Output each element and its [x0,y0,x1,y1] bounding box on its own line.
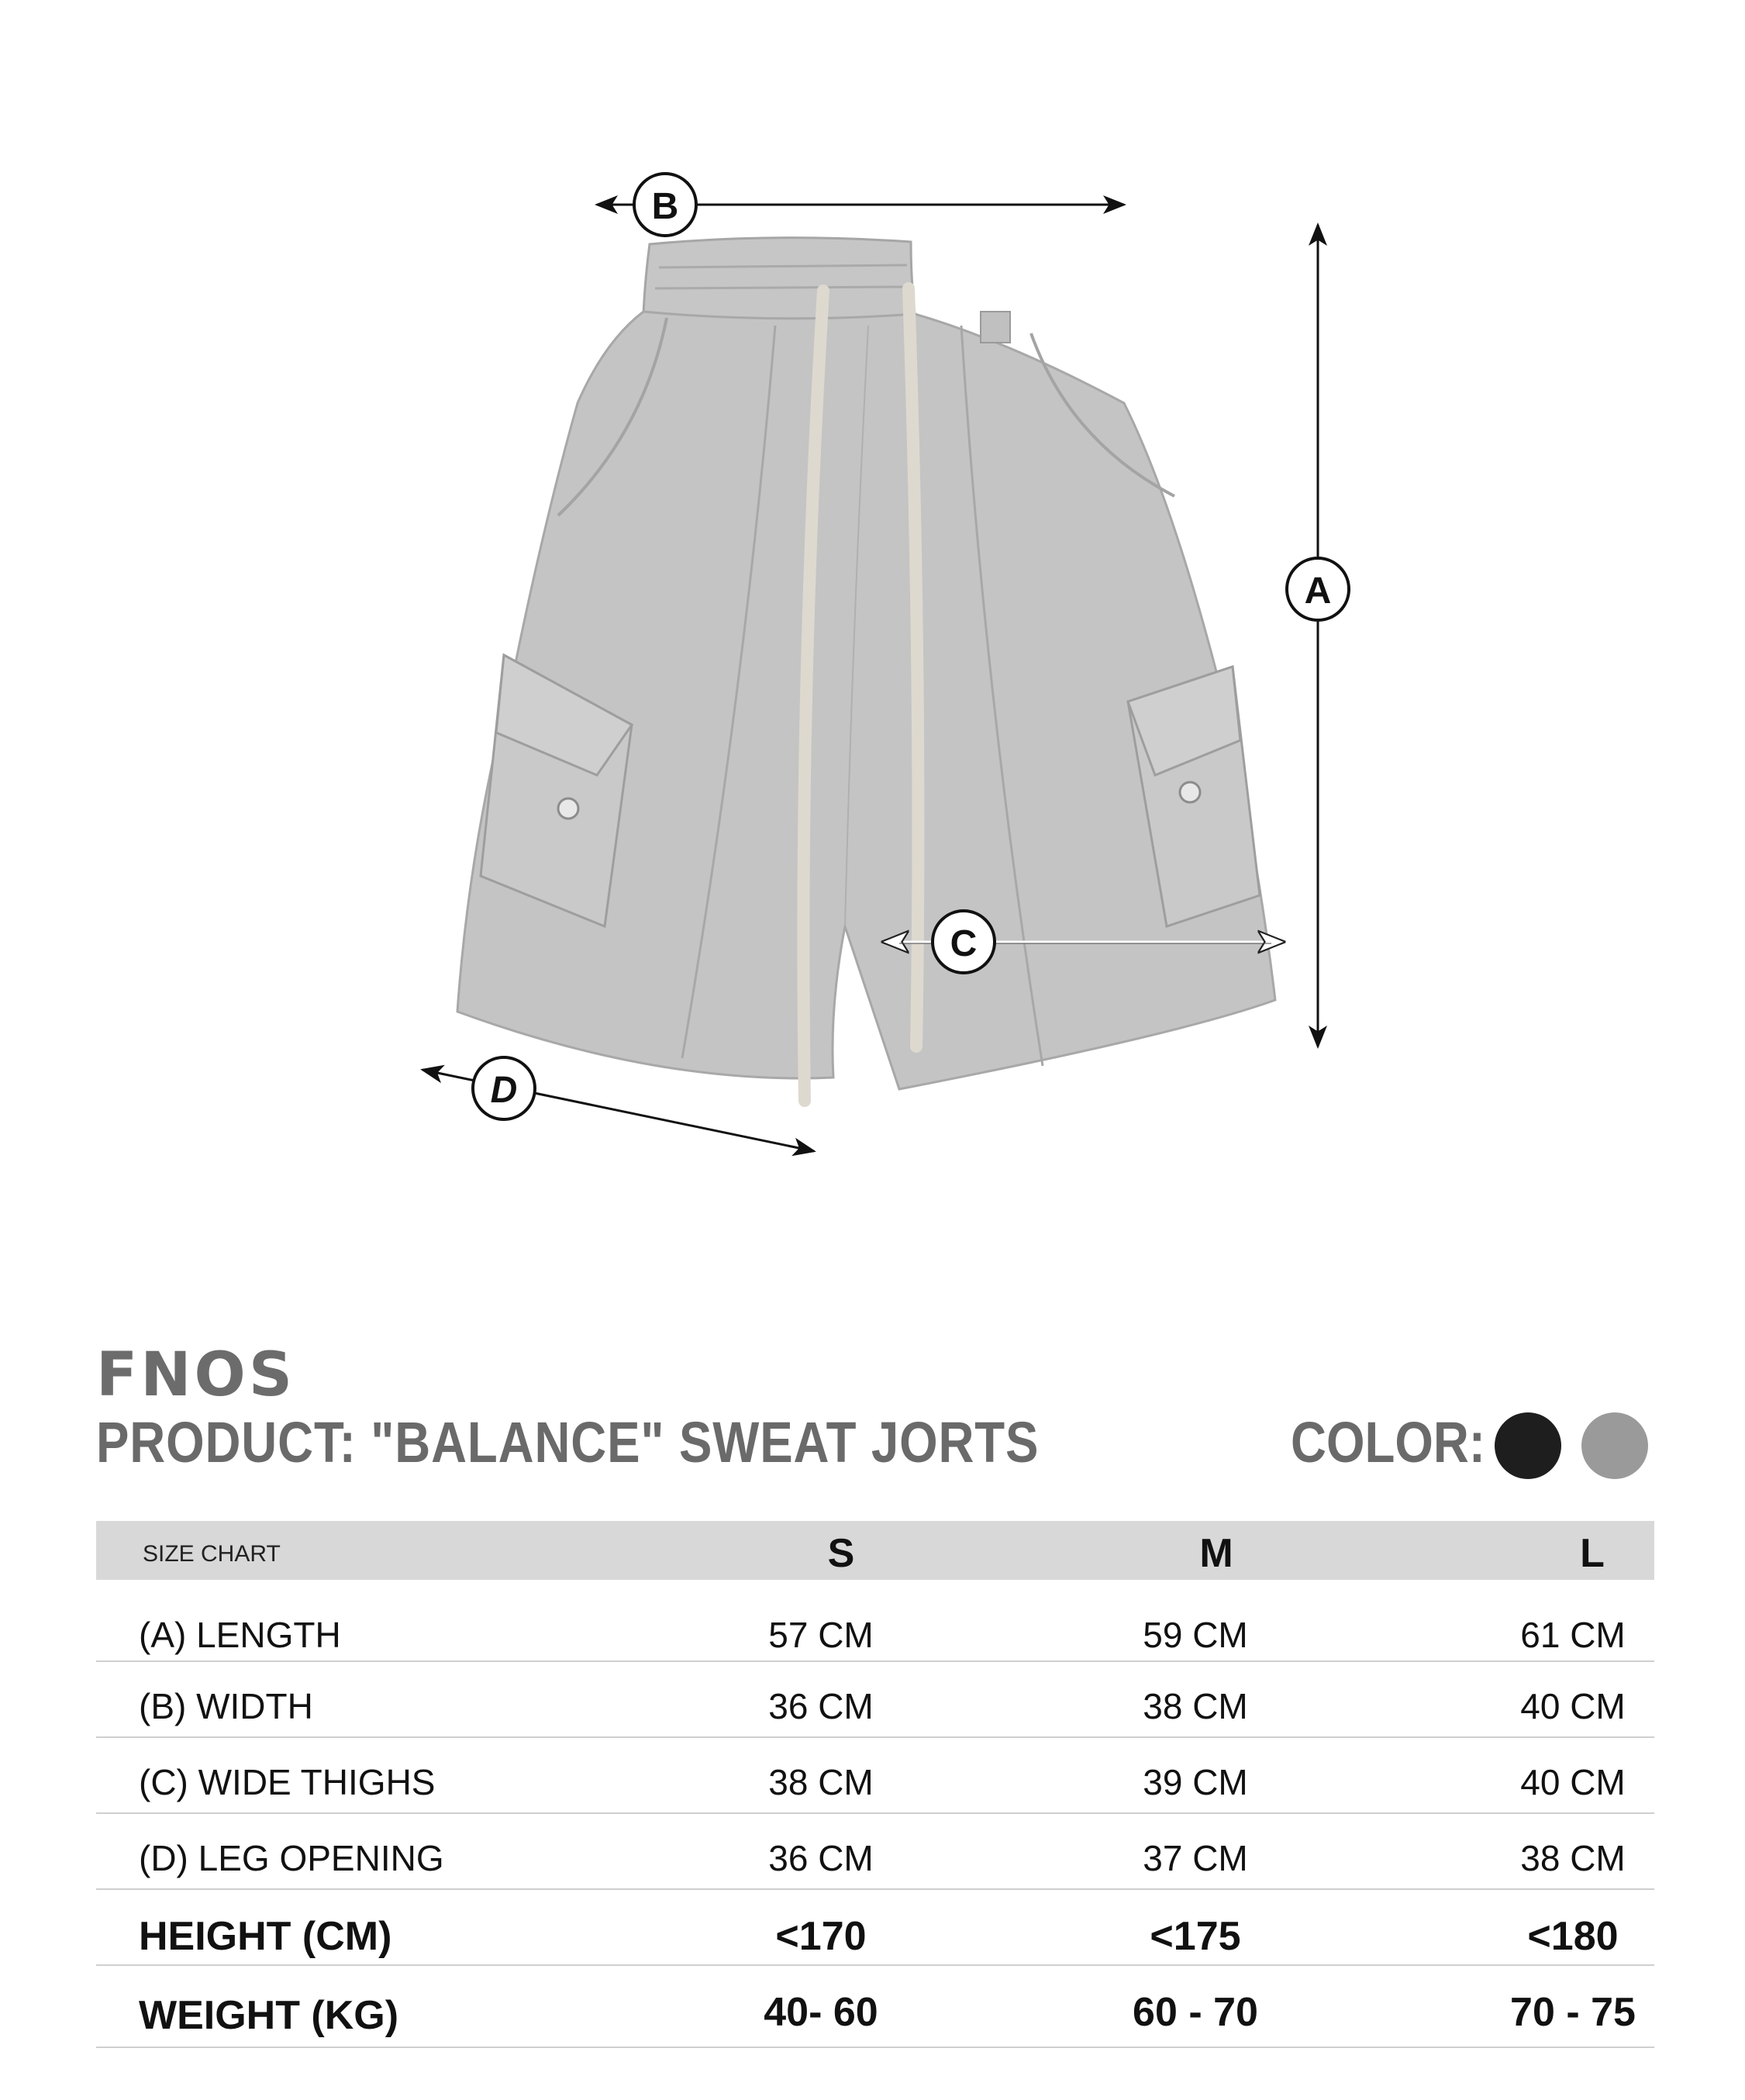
row-label: (D) LEG OPENING [139,1838,444,1878]
row-label: WEIGHT (KG) [139,1993,399,2038]
row-value-s: 36 CM [768,1838,874,1878]
row-value-l: 40 CM [1520,1762,1626,1802]
color-swatch-grey[interactable] [1581,1412,1648,1479]
row-value-l: 38 CM [1520,1838,1626,1878]
row-value-m: 37 CM [1143,1838,1248,1878]
dimension-d-label: D [490,1070,518,1111]
row-value-s: 38 CM [768,1762,874,1802]
row-label: (C) WIDE THIGHS [139,1762,436,1802]
table-row [96,1580,1654,1662]
table-row [96,1814,1654,1890]
table-row [96,1738,1654,1814]
product-title: PRODUCT: "BALANCE" SWEAT JORTS [96,1410,1040,1474]
row-value-s: 57 CM [768,1615,874,1655]
table-row [96,1890,1654,1966]
row-value-s: <170 [775,1914,867,1959]
table-row [96,1662,1654,1738]
row-value-m: <175 [1150,1914,1241,1959]
row-label: (A) LENGTH [139,1615,341,1655]
row-value-m: 60 - 70 [1133,1990,1258,2035]
dimension-c-label: C [950,923,978,964]
size-chart-header [96,1521,1654,1580]
dimension-a [1287,225,1349,1047]
color-label: COLOR: [1291,1410,1485,1474]
dimension-a-label: A [1304,571,1332,612]
size-chart-table [96,1521,1654,2048]
color-swatch-black[interactable] [1495,1412,1561,1479]
brand-logo: FNOS [96,1340,296,1410]
shorts-illustration [457,238,1275,1101]
size-chart-label: SIZE CHART [143,1541,281,1567]
row-value-s: 36 CM [768,1686,874,1726]
size-header-l: L [1580,1531,1605,1576]
row-value-s: 40- 60 [764,1990,878,2035]
row-value-m: 59 CM [1143,1615,1248,1655]
row-value-l: 70 - 75 [1510,1990,1636,2035]
dimension-b [597,174,1124,236]
row-value-m: 39 CM [1143,1762,1248,1802]
row-value-l: 40 CM [1520,1686,1626,1726]
row-label: (B) WIDTH [139,1686,313,1726]
size-header-s: S [827,1531,855,1576]
row-value-m: 38 CM [1143,1686,1248,1726]
row-value-l: 61 CM [1520,1615,1626,1655]
table-row [96,1966,1654,2048]
size-header-m: M [1199,1531,1233,1576]
dimension-b-label: B [651,186,679,227]
row-label: HEIGHT (CM) [139,1914,392,1959]
row-value-l: <180 [1527,1914,1619,1959]
